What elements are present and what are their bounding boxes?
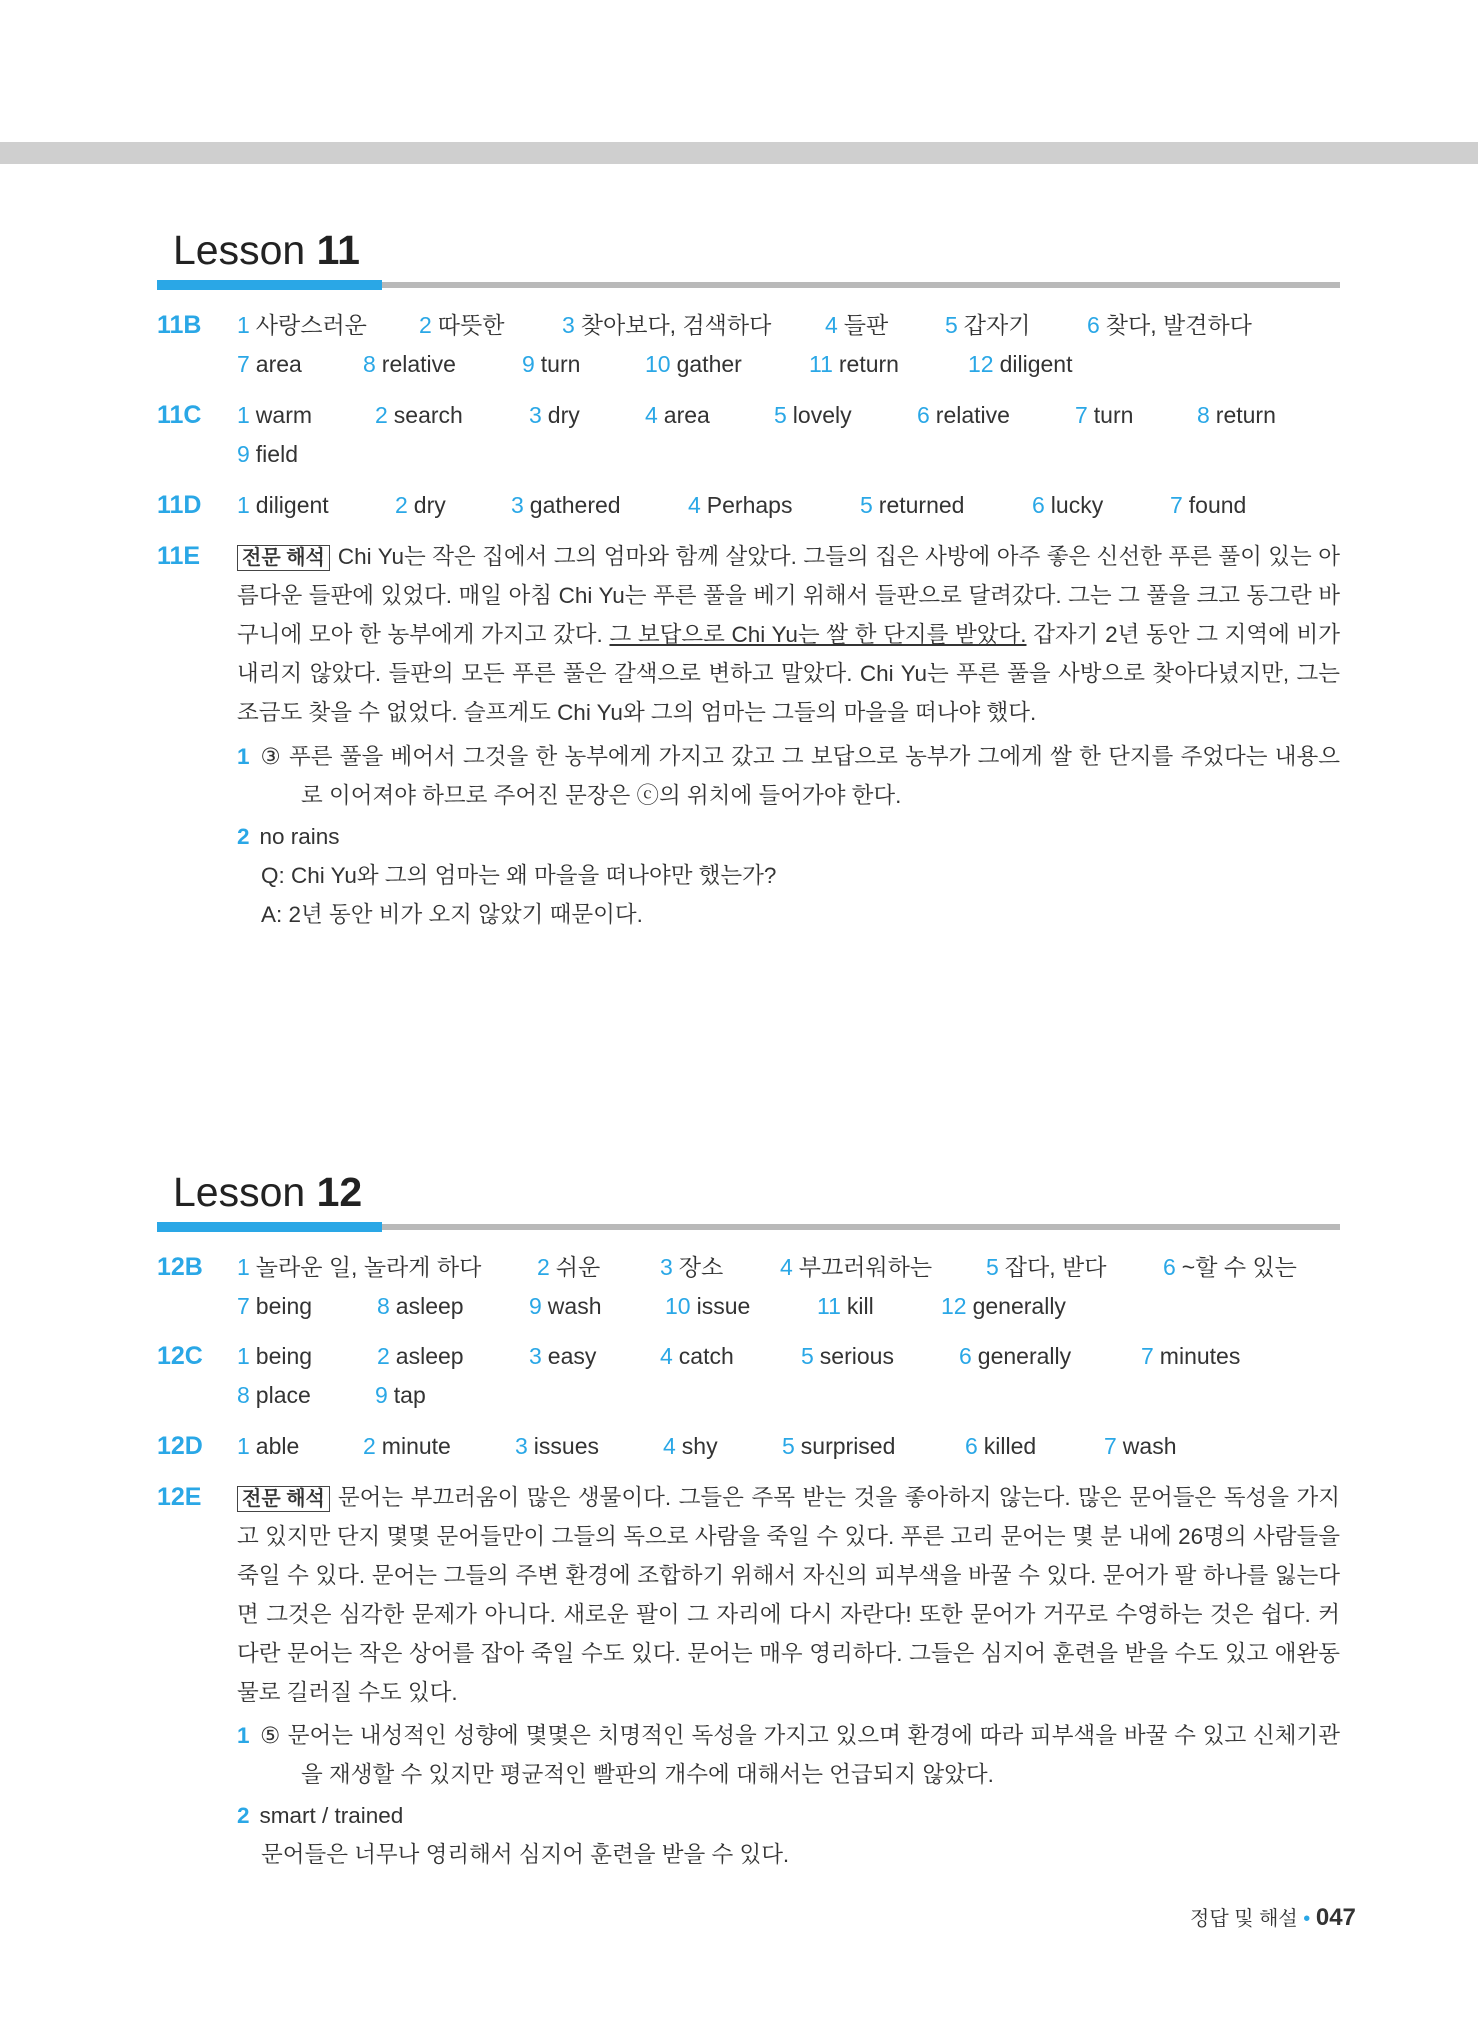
- answer-item: 1 able: [237, 1433, 300, 1459]
- answer-item: 1 놀라운 일, 놀라게 하다: [237, 1254, 482, 1280]
- answer-item: 6 generally: [959, 1343, 1072, 1369]
- answer-item: 3 dry: [529, 402, 580, 428]
- answer-row: [157, 345, 1340, 384]
- question-1-explanation: 1 ③ 푸른 풀을 베어서 그것을 한 농부에게 가지고 갔고 그 보답으로 농부가 그에게 쌀 한 단지를 주었다는 내용으로 이어져야 하므로 주어진 문장은 ⓒ의 위치에 들어가야 한다.: [237, 744, 1340, 808]
- section-code: 11C: [157, 401, 202, 429]
- answer-item: 3 easy: [529, 1343, 597, 1369]
- section-12d: [157, 1427, 1340, 1466]
- answer-row: [157, 486, 1340, 525]
- answer-item: 8 relative: [363, 351, 456, 377]
- answer-item: 5 잡다, 받다: [986, 1254, 1107, 1280]
- answer-item: 6 찾다, 발견하다: [1087, 312, 1252, 338]
- answer-item: 6 killed: [965, 1433, 1037, 1459]
- answer-item: 6 ~할 수 있는: [1163, 1254, 1297, 1280]
- section-12b: [157, 1248, 1340, 1326]
- answer-text: 문어들은 너무나 영리해서 심지어 훈련을 받을 수 있다.: [261, 1842, 790, 1867]
- section-code: 11D: [157, 491, 202, 519]
- answer-row: [157, 1337, 1340, 1376]
- page-number: 047: [1315, 1904, 1356, 1931]
- footer-label: 정답 및 해설: [1190, 1908, 1298, 1930]
- translation-tag: 전문 해석: [237, 545, 330, 571]
- answer-item: 3 찾아보다, 검색하다: [562, 312, 772, 338]
- answer-row: [157, 306, 1340, 345]
- answer-item: 5 returned: [860, 492, 965, 518]
- answer-item: 2 쉬운: [537, 1254, 601, 1280]
- section-code: 12B: [157, 1253, 203, 1281]
- answer-item: 10 issue: [665, 1293, 751, 1319]
- answer-item: 12 generally: [941, 1293, 1066, 1319]
- lesson-rule-accent: [157, 1222, 382, 1232]
- answer-item: 4 catch: [660, 1343, 734, 1369]
- lesson-rule: [157, 1224, 1340, 1230]
- answer-item: 5 surprised: [782, 1433, 896, 1459]
- question-2-answer: 2 smart / trained 문어들은 너무나 영리해서 심지어 훈련을 받을 수 있다.: [237, 1796, 1340, 1874]
- answer-item: 9 field: [237, 441, 298, 467]
- answer-item: 3 issues: [515, 1433, 599, 1459]
- answer-row: [157, 435, 1340, 474]
- answer-item: 4 shy: [663, 1433, 718, 1459]
- section-code: 11E: [157, 542, 201, 570]
- answer-item: 2 asleep: [377, 1343, 464, 1369]
- section-code: 12C: [157, 1342, 203, 1370]
- section-code: 12D: [157, 1432, 203, 1460]
- answer-item: 8 place: [237, 1382, 311, 1408]
- section-12c: [157, 1337, 1340, 1415]
- answer-item: 2 search: [375, 402, 463, 428]
- answer-item: 1 warm: [237, 402, 313, 428]
- lesson-12-header: [157, 1164, 1340, 1230]
- answer-item: 10 gather: [645, 351, 742, 377]
- section-11b: [157, 306, 1340, 384]
- answer-text: A: 2년 동안 비가 오지 않았기 때문이다.: [261, 902, 643, 927]
- translation-paragraph: 전문 해석 문어는 부끄러움이 많은 생물이다. 그들은 주목 받는 것을 좋아하지 않는다. 많은 문어들은 독성을 가지고 있지만 단지 몇몇 문어들만이 그들의 독으로 사람을 죽일 수 있다. 푸른 고리 문어는 몇 분 내에 26명의 사람들을 죽일 수 있다. 문어는 그들의 주변 환경에 조합하기 위해서 자신의 피부색을 바꿀 수 있다. 문어가 팔 하나를 잃는다면 그것은 심각한 문제가 아니다. 새로운 팔이 그 자리에 다시 자란다! 또한 문어가 거꾸로 수영하는 것은 쉽다. 커다란 문어는 작은 상어를 잡아 죽일 수도 있다. 문어는 매우 영리하다. 그들은 심지어 훈련을 받을 수도 있고 애완동물로 길러질 수도 있다.: [237, 1485, 1340, 1705]
- lesson-title: Lesson 12: [173, 1169, 363, 1215]
- answer-item: 5 lovely: [774, 402, 852, 428]
- answer-item: 3 장소: [660, 1254, 724, 1280]
- answer-item: 4 부끄러워하는: [780, 1254, 933, 1280]
- answer-row: [157, 1248, 1340, 1287]
- answer-item: 4 Perhaps: [688, 492, 793, 518]
- answer-item: 1 사랑스러운: [237, 312, 367, 338]
- answer-item: 2 따뜻한: [419, 312, 505, 338]
- section-11c: [157, 396, 1340, 474]
- answer-item: 7 being: [237, 1293, 313, 1319]
- answer-item: 2 dry: [395, 492, 446, 518]
- answer-item: 9 turn: [522, 351, 581, 377]
- translation-paragraph: 전문 해석 Chi Yu는 작은 집에서 그의 엄마와 함께 살았다. 그들의 집은 사방에 아주 좋은 신선한 푸른 풀이 있는 아름다운 들판에 있었다. 매일 아침 Chi Yu는 푸른 풀을 베기 위해서 들판으로 달려갔다. 그는 그 풀을 크고 동그란 바구니에 모아 한 농부에게 가지고 갔다. 그 보답으로 Chi Yu는 쌀 한 단지를 받았다. 갑자기 2년 동안 그 지역에 비가 내리지 않았다. 들판의 모든 푸른 풀은 갈색으로 변하고 말았다. Chi Yu는 푸른 풀을 사방으로 찾아다녔지만, 그는 조금도 찾을 수 없었다. 슬프게도 Chi Yu와 그의 엄마는 그들의 마을을 떠나야 했다.: [237, 544, 1341, 725]
- answer-item: 2 minute: [363, 1433, 451, 1459]
- lesson-11-header: [157, 222, 1340, 288]
- answer-item: 6 relative: [917, 402, 1010, 428]
- top-bar: [0, 142, 1478, 164]
- answer-item: 8 asleep: [377, 1293, 464, 1319]
- question-1-explanation: 1 ⑤ 문어는 내성적인 성향에 몇몇은 치명적인 독성을 가지고 있으며 환경에 따라 피부색을 바꿀 수 있고 신체기관을 재생할 수 있지만 평균적인 빨판의 개수에 대해서는 언급되지 않았다.: [237, 1723, 1340, 1787]
- answer-item: 7 minutes: [1141, 1343, 1241, 1369]
- answer-item: 4 area: [645, 402, 710, 428]
- answer-row: [157, 1287, 1340, 1326]
- answer-item: 5 갑자기: [945, 312, 1031, 338]
- answer-item: 6 lucky: [1032, 492, 1104, 518]
- answer-item: 12 diligent: [968, 351, 1073, 377]
- answer-item: 3 gathered: [511, 492, 621, 518]
- answer-item: 4 들판: [825, 312, 889, 338]
- answer-item: 11 kill: [817, 1293, 874, 1319]
- answer-item: 7 found: [1170, 492, 1247, 518]
- answer-item: 7 area: [237, 351, 302, 377]
- answer-item: 1 being: [237, 1343, 313, 1369]
- section-11d: [157, 486, 1340, 525]
- lesson-rule: [157, 282, 1340, 288]
- answer-item: 9 tap: [375, 1382, 426, 1408]
- answer-row: [157, 1427, 1340, 1466]
- question-2-answer: 2 no rains Q: Chi Yu와 그의 엄마는 왜 마을을 떠나야만 했는가? A: 2년 동안 비가 오지 않았기 때문이다.: [237, 817, 1340, 934]
- translation-tag: 전문 해석: [237, 1486, 330, 1512]
- answer-row: [157, 1376, 1340, 1415]
- answer-item: 11 return: [809, 351, 899, 377]
- answer-item: 9 wash: [529, 1293, 602, 1319]
- section-code: 12E: [157, 1483, 202, 1511]
- underlined-sentence: 그 보답으로 Chi Yu는 쌀 한 단지를 받았다.: [609, 622, 1027, 647]
- lesson-rule-accent: [157, 280, 382, 290]
- question-text: Q: Chi Yu와 그의 엄마는 왜 마을을 떠나야만 했는가?: [261, 863, 777, 888]
- answer-item: 1 diligent: [237, 492, 329, 518]
- lesson-title: Lesson 11: [173, 227, 360, 273]
- answer-item: 7 turn: [1075, 402, 1134, 428]
- section-code: 11B: [157, 311, 202, 339]
- answer-item: 5 serious: [801, 1343, 894, 1369]
- answer-item: 8 return: [1197, 402, 1276, 428]
- answer-row: [157, 396, 1340, 435]
- page-footer: 정답 및 해설 • 047: [1190, 1904, 1356, 1931]
- answer-item: 7 wash: [1104, 1433, 1177, 1459]
